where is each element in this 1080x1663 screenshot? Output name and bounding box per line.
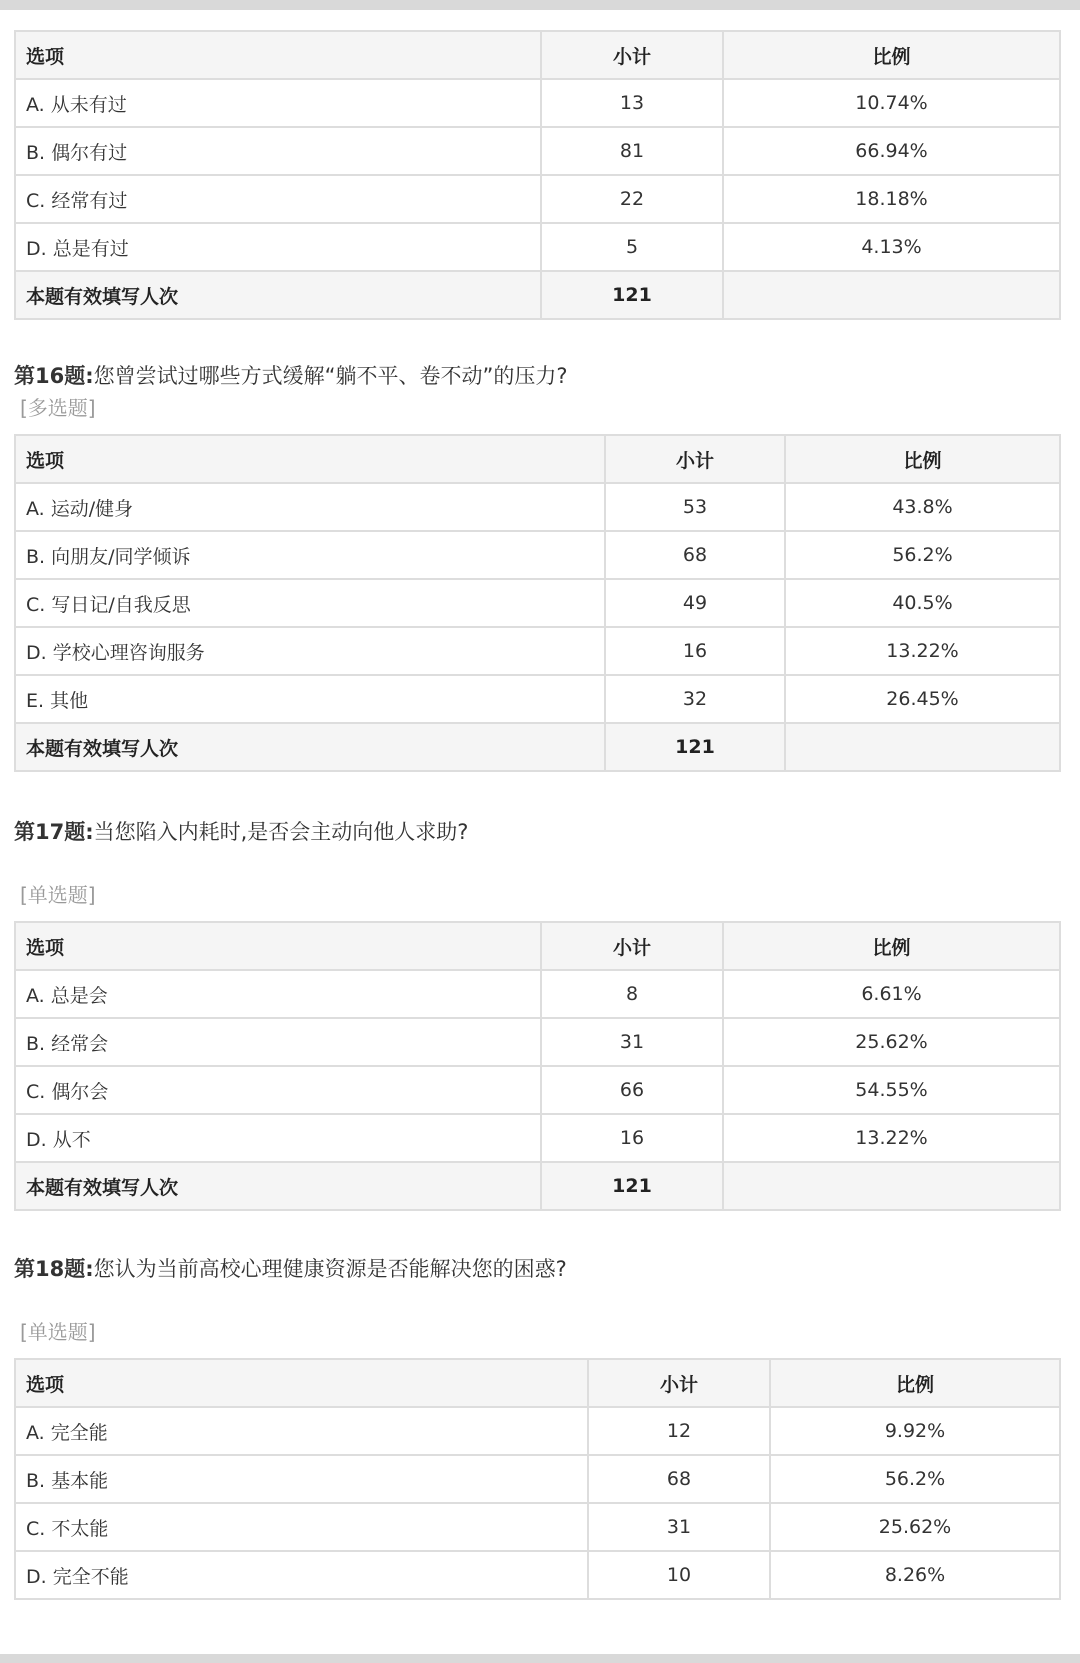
top-divider-bar: [0, 0, 1080, 10]
table-header-row: [15, 1359, 1060, 1407]
total-row: [15, 1162, 1060, 1210]
table-row: [15, 579, 1060, 627]
question-16-title: [14, 360, 568, 390]
table-row: [15, 483, 1060, 531]
total-count: 121: [605, 723, 785, 771]
table-row: [15, 223, 1060, 271]
option-percent: 10.74%: [723, 79, 1060, 127]
option-count: 16: [605, 627, 785, 675]
question-17-block: [14, 921, 1059, 1211]
table-row: [15, 175, 1060, 223]
question-17-title: [14, 816, 468, 846]
option-percent: 43.8%: [785, 483, 1060, 531]
option-count: 53: [605, 483, 785, 531]
bottom-divider-bar: [0, 1654, 1080, 1663]
total-empty-cell: [785, 723, 1060, 771]
table-row: [15, 627, 1060, 675]
option-count: 49: [605, 579, 785, 627]
option-label: D. 总是有过: [15, 223, 541, 271]
table-row: [15, 970, 1060, 1018]
table-row: [15, 1551, 1060, 1599]
header-percent: 比例: [723, 922, 1060, 970]
option-count: 31: [541, 1018, 723, 1066]
header-percent: 比例: [770, 1359, 1060, 1407]
question-number: 第17题:: [14, 820, 94, 844]
option-percent: 9.92%: [770, 1407, 1060, 1455]
option-percent: 6.61%: [723, 970, 1060, 1018]
option-label: A. 完全能: [15, 1407, 588, 1455]
option-percent: 18.18%: [723, 175, 1060, 223]
option-percent: 56.2%: [770, 1455, 1060, 1503]
option-label: C. 写日记/自我反思: [15, 579, 605, 627]
table-row: [15, 1407, 1060, 1455]
option-count: 81: [541, 127, 723, 175]
option-label: C. 不太能: [15, 1503, 588, 1551]
header-option: 选项: [15, 1359, 588, 1407]
option-percent: 25.62%: [770, 1503, 1060, 1551]
option-count: 68: [605, 531, 785, 579]
question-text: 您曾尝试过哪些方式缓解“躺不平、卷不动”的压力?: [93, 364, 568, 388]
question-18-block: [14, 1358, 1059, 1600]
table-row: [15, 1066, 1060, 1114]
option-label: B. 基本能: [15, 1455, 588, 1503]
table-row: [15, 1503, 1060, 1551]
question-number: 第18题:: [14, 1257, 94, 1281]
option-count: 68: [588, 1455, 770, 1503]
table-row: [15, 675, 1060, 723]
option-count: 16: [541, 1114, 723, 1162]
question-17-type: [单选题]: [20, 883, 96, 907]
header-count: 小计: [541, 31, 723, 79]
header-option: 选项: [15, 922, 541, 970]
option-label: C. 经常有过: [15, 175, 541, 223]
total-row: [15, 271, 1060, 319]
results-table-q18: [14, 1358, 1061, 1600]
option-label: C. 偶尔会: [15, 1066, 541, 1114]
header-option: 选项: [15, 435, 605, 483]
table-row: [15, 127, 1060, 175]
option-percent: 13.22%: [785, 627, 1060, 675]
table-row: [15, 1018, 1060, 1066]
option-label: A. 运动/健身: [15, 483, 605, 531]
option-count: 8: [541, 970, 723, 1018]
question-number: 第16题:: [14, 364, 94, 388]
question-16-type: [多选题]: [20, 396, 96, 420]
option-percent: 13.22%: [723, 1114, 1060, 1162]
question-16-block: [14, 434, 1059, 772]
question-text: 您认为当前高校心理健康资源是否能解决您的困惑?: [93, 1257, 567, 1281]
results-table-q16: [14, 434, 1061, 772]
total-label: 本题有效填写人次: [15, 1162, 541, 1210]
option-count: 5: [541, 223, 723, 271]
table-header-row: [15, 31, 1060, 79]
option-label: D. 学校心理咨询服务: [15, 627, 605, 675]
question-15-block: [14, 30, 1059, 320]
option-count: 22: [541, 175, 723, 223]
results-table-q15: [14, 30, 1061, 320]
option-percent: 8.26%: [770, 1551, 1060, 1599]
question-18-title: [14, 1253, 567, 1283]
table-row: [15, 79, 1060, 127]
question-18-type: [单选题]: [20, 1320, 96, 1344]
option-label: A. 从未有过: [15, 79, 541, 127]
option-count: 31: [588, 1503, 770, 1551]
header-count: 小计: [541, 922, 723, 970]
table-row: [15, 531, 1060, 579]
option-percent: 40.5%: [785, 579, 1060, 627]
option-label: A. 总是会: [15, 970, 541, 1018]
option-label: D. 从不: [15, 1114, 541, 1162]
results-table-q17: [14, 921, 1061, 1211]
total-count: 121: [541, 271, 723, 319]
option-count: 32: [605, 675, 785, 723]
option-label: D. 完全不能: [15, 1551, 588, 1599]
option-percent: 56.2%: [785, 531, 1060, 579]
total-label: 本题有效填写人次: [15, 723, 605, 771]
table-header-row: [15, 922, 1060, 970]
option-percent: 4.13%: [723, 223, 1060, 271]
total-label: 本题有效填写人次: [15, 271, 541, 319]
total-row: [15, 723, 1060, 771]
option-label: B. 向朋友/同学倾诉: [15, 531, 605, 579]
option-count: 10: [588, 1551, 770, 1599]
option-count: 12: [588, 1407, 770, 1455]
option-label: E. 其他: [15, 675, 605, 723]
option-percent: 54.55%: [723, 1066, 1060, 1114]
option-count: 13: [541, 79, 723, 127]
option-percent: 66.94%: [723, 127, 1060, 175]
table-row: [15, 1455, 1060, 1503]
table-row: [15, 1114, 1060, 1162]
question-text: 当您陷入内耗时,是否会主动向他人求助?: [93, 820, 469, 844]
header-count: 小计: [588, 1359, 770, 1407]
header-percent: 比例: [723, 31, 1060, 79]
option-label: B. 偶尔有过: [15, 127, 541, 175]
total-empty-cell: [723, 271, 1060, 319]
header-count: 小计: [605, 435, 785, 483]
table-header-row: [15, 435, 1060, 483]
option-label: B. 经常会: [15, 1018, 541, 1066]
total-count: 121: [541, 1162, 723, 1210]
option-percent: 26.45%: [785, 675, 1060, 723]
header-percent: 比例: [785, 435, 1060, 483]
option-percent: 25.62%: [723, 1018, 1060, 1066]
total-empty-cell: [723, 1162, 1060, 1210]
header-option: 选项: [15, 31, 541, 79]
option-count: 66: [541, 1066, 723, 1114]
